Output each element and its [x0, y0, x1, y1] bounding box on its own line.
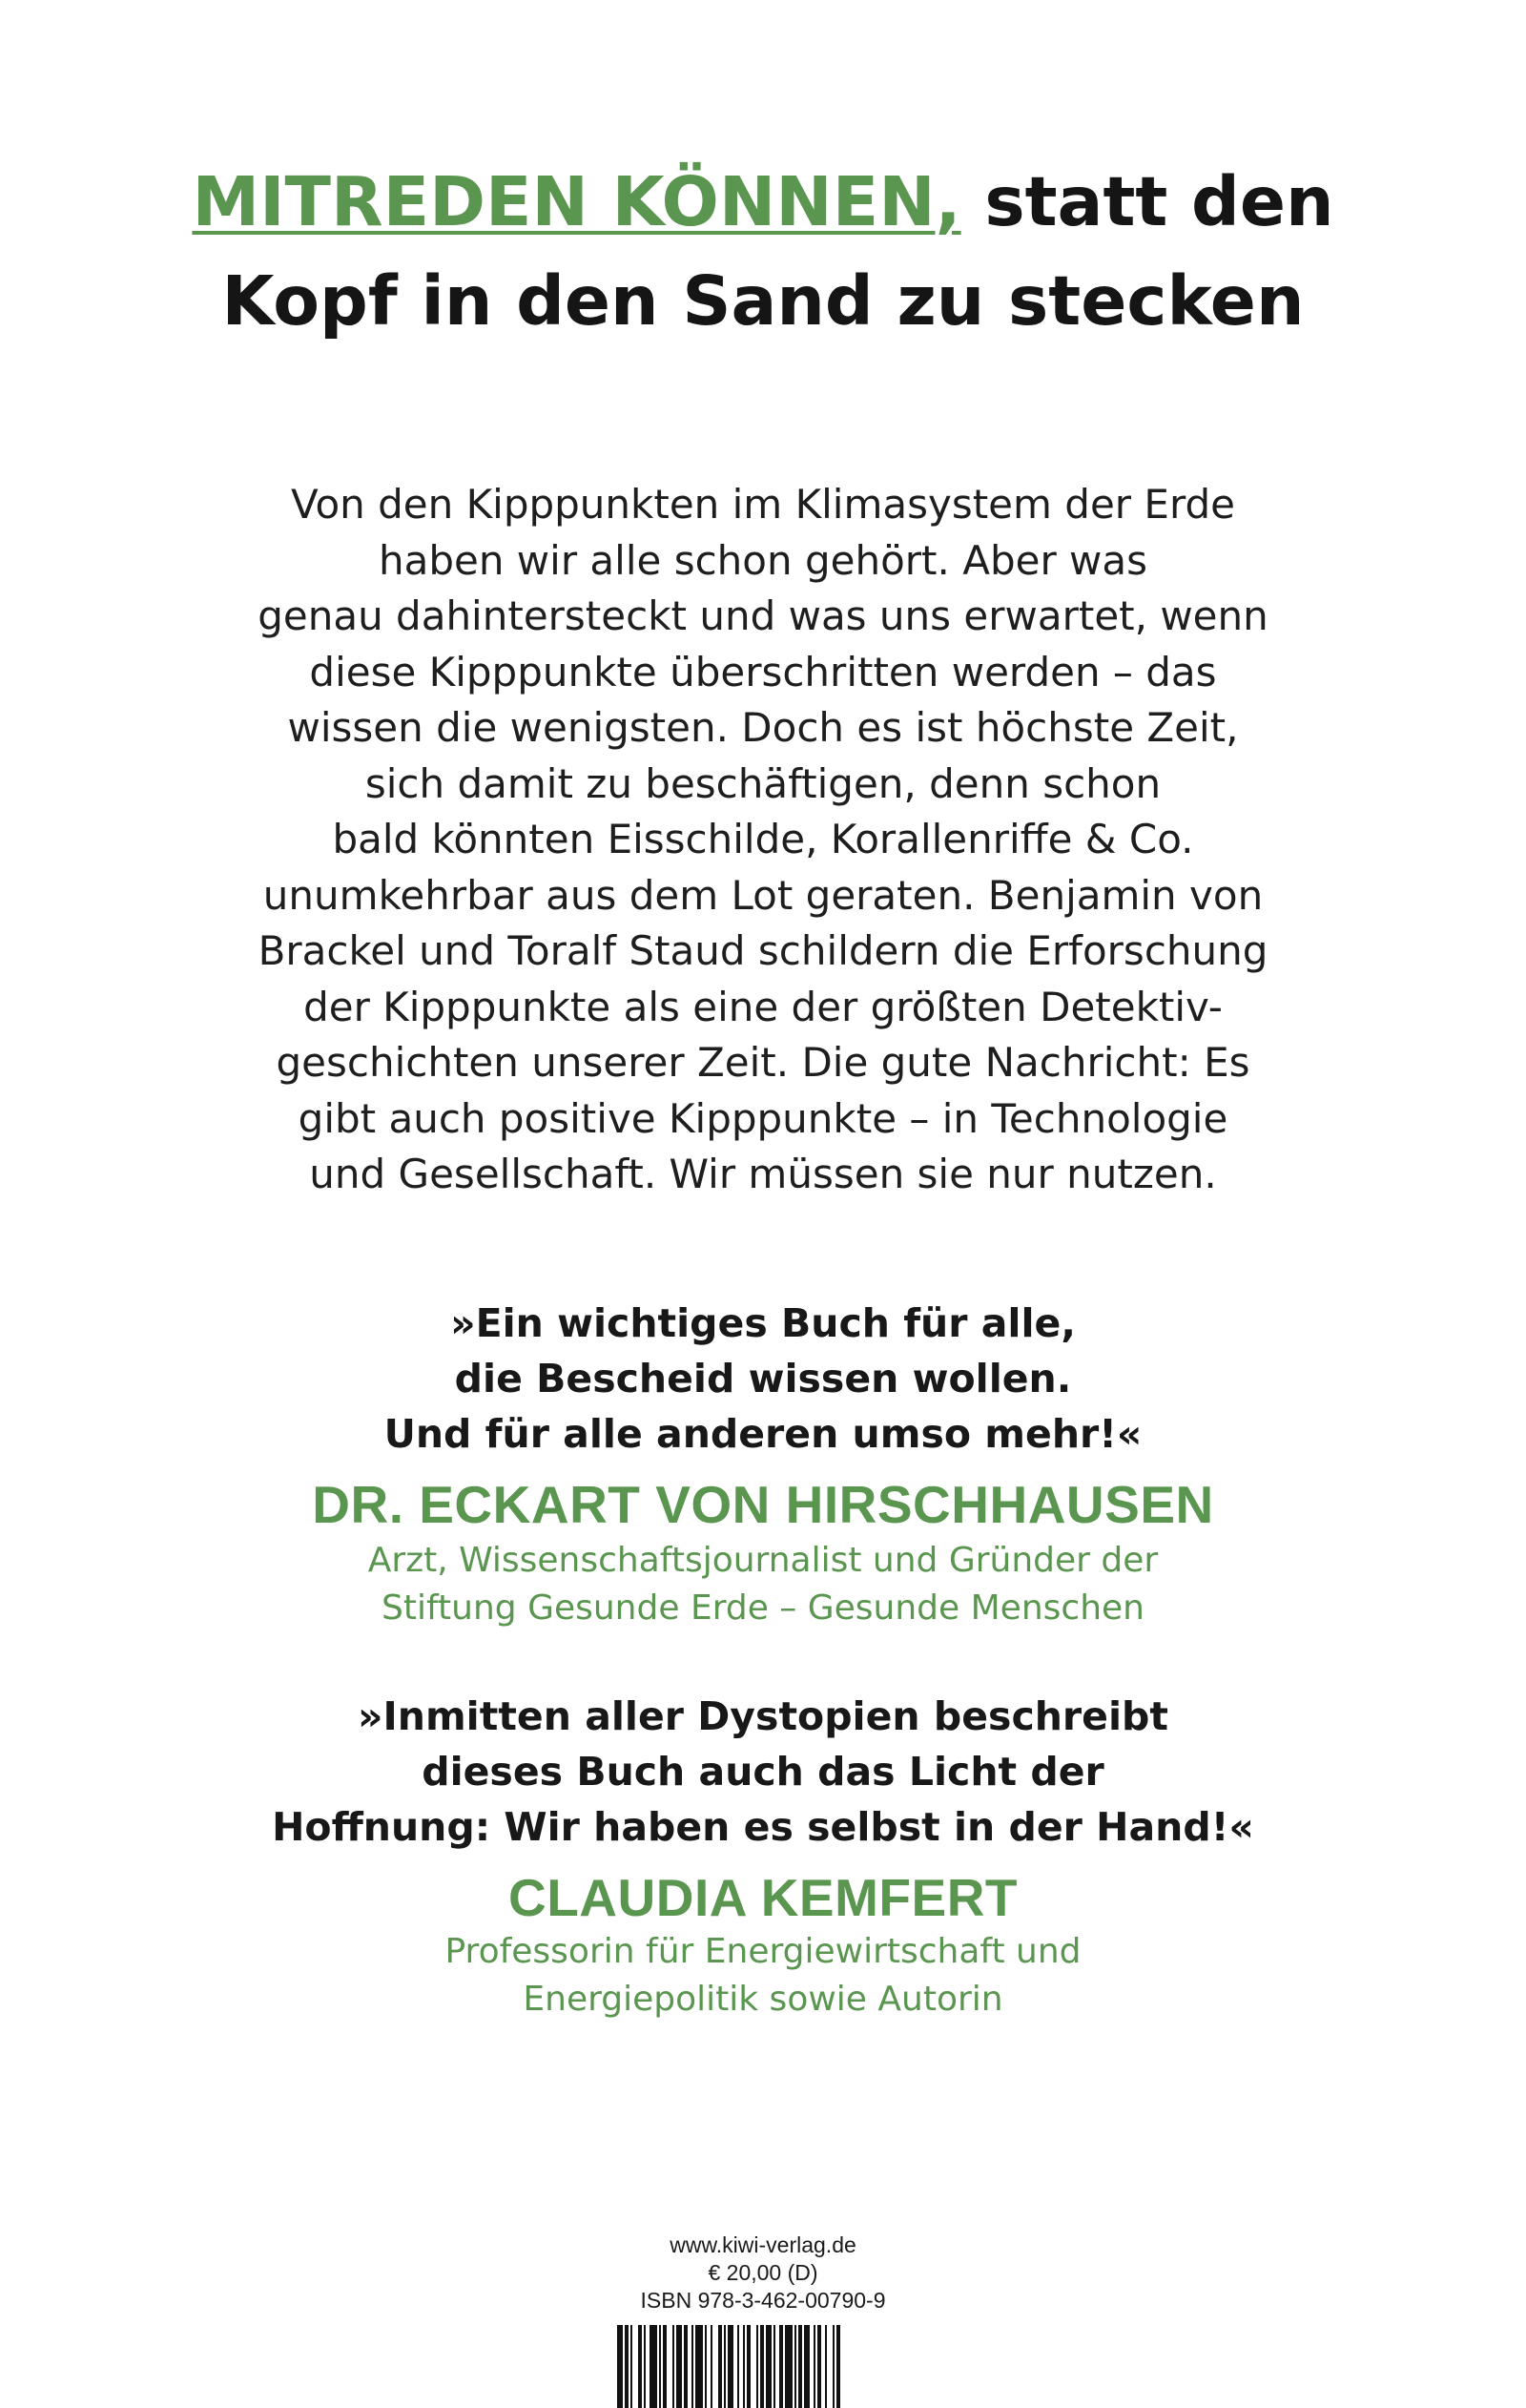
blurb-line: wissen die wenigsten. Doch es ist höchste Zeit,	[287, 704, 1239, 751]
barcode-bar	[747, 2325, 751, 2408]
blurb-line: Von den Kipppunkten im Klimasystem der Erde	[291, 481, 1235, 528]
barcode-bar	[773, 2325, 775, 2408]
endorser-name: DR. ECKART VON HIRSCHHAUSEN	[312, 1475, 1214, 1534]
barcode-bar	[833, 2325, 835, 2408]
endorser-role	[0, 1928, 1526, 2024]
headline-line-1	[0, 153, 1526, 252]
barcode-bar	[825, 2325, 827, 2408]
barcode-bar	[663, 2325, 667, 2408]
barcode-bar	[672, 2325, 674, 2408]
barcode-bar	[644, 2325, 646, 2408]
barcode-bar	[728, 2325, 733, 2408]
headline-line-2: Kopf in den Sand zu stecken	[221, 261, 1305, 341]
blurb-line: genau dahintersteckt und was uns erwartet, wenn	[258, 592, 1268, 639]
barcode-bar	[760, 2325, 764, 2408]
quote-line: »Ein wichtiges Buch für alle,	[450, 1300, 1076, 1346]
barcode-bar	[684, 2325, 688, 2408]
quote-line: Und für alle anderen umso mehr!«	[383, 1411, 1143, 1457]
blurb-line: der Kipppunkte als eine der größten Detektiv-	[303, 983, 1223, 1030]
price: € 20,00 (D)	[708, 2260, 818, 2285]
role-line: Professorin für Energiewirtschaft und	[444, 1932, 1082, 1971]
quote-line: Hoffnung: Wir haben es selbst in der Hand!«	[272, 1804, 1254, 1850]
barcode-bar	[804, 2325, 810, 2408]
barcode-icon	[615, 2325, 913, 2408]
barcode-bar	[737, 2325, 739, 2408]
blurb-line: und Gesellschaft. Wir müssen sie nur nutzen.	[309, 1151, 1217, 1197]
role-line: Arzt, Wissenschaftsjournalist und Gründer der	[367, 1541, 1159, 1580]
barcode-bar	[798, 2325, 802, 2408]
blurb-line: haben wir alle schon gehört. Aber was	[378, 536, 1148, 584]
headline-rest: statt den	[960, 162, 1334, 241]
endorser-name: CLAUDIA KEMFERT	[507, 1868, 1019, 1927]
quote-line: die Bescheid wissen wollen.	[454, 1356, 1072, 1401]
barcode-bar	[676, 2325, 682, 2408]
headline-accent: MITREDEN KÖNNEN,	[192, 162, 961, 241]
barcode-bar	[711, 2325, 712, 2408]
blurb-text	[191, 477, 1335, 1203]
blurb-line: gibt auch positive Kipppunkte – in Technologie	[298, 1094, 1228, 1142]
barcode-bar	[794, 2325, 796, 2408]
blurb-line: sich damit zu beschäftigen, denn schon	[364, 759, 1162, 807]
role-line: Energiepolitik sowie Autorin	[523, 1980, 1003, 2019]
barcode-bar	[659, 2325, 661, 2408]
barcode-bar	[814, 2325, 815, 2408]
blurb-line: bald könnten Eisschilde, Korallenriffe & Co.	[332, 816, 1194, 862]
role-line: Stiftung Gesunde Erde – Gesunde Menschen	[382, 1588, 1144, 1628]
barcode-bar	[836, 2325, 840, 2408]
barcode-bar	[695, 2325, 703, 2408]
endorser-role	[0, 1537, 1526, 1632]
barcode-bar	[650, 2325, 657, 2408]
blurb-line: diese Kipppunkte überschritten werden – das	[309, 648, 1217, 695]
endorsement-quote-kemfert	[0, 1689, 1526, 1855]
barcode-bar	[756, 2325, 758, 2408]
isbn: ISBN 978-3-462-00790-9	[640, 2288, 886, 2313]
endorsement-quote-hirschhausen	[0, 1296, 1526, 1462]
blurb-line: geschichten unserer Zeit. Die gute Nachricht: Es	[276, 1039, 1250, 1086]
imprint	[572, 2232, 954, 2315]
publisher-website: www.kiwi-verlag.de	[670, 2232, 856, 2257]
barcode-bar	[625, 2325, 629, 2408]
blurb-line: Brackel und Toralf Staud schildern die Erforschung	[258, 927, 1268, 974]
barcode-bar	[705, 2325, 707, 2408]
barcode-bar	[766, 2325, 772, 2408]
blurb-line: unumkehrbar aus dem Lot geraten. Benjamin von	[262, 871, 1264, 919]
barcode-bar	[817, 2325, 821, 2408]
barcode-bar	[638, 2325, 642, 2408]
quote-line: dieses Buch auch das Licht der	[422, 1749, 1104, 1795]
barcode-bar	[630, 2325, 632, 2408]
barcode-bar	[779, 2325, 783, 2408]
barcode-bar	[785, 2325, 793, 2408]
barcode-bar	[743, 2325, 745, 2408]
barcode-bar	[617, 2325, 623, 2408]
quote-line: »Inmitten aller Dystopien beschreibt	[358, 1693, 1168, 1739]
barcode-bar	[718, 2325, 722, 2408]
barcode-bar	[724, 2325, 726, 2408]
barcode-bar	[691, 2325, 693, 2408]
headline	[0, 153, 1526, 351]
